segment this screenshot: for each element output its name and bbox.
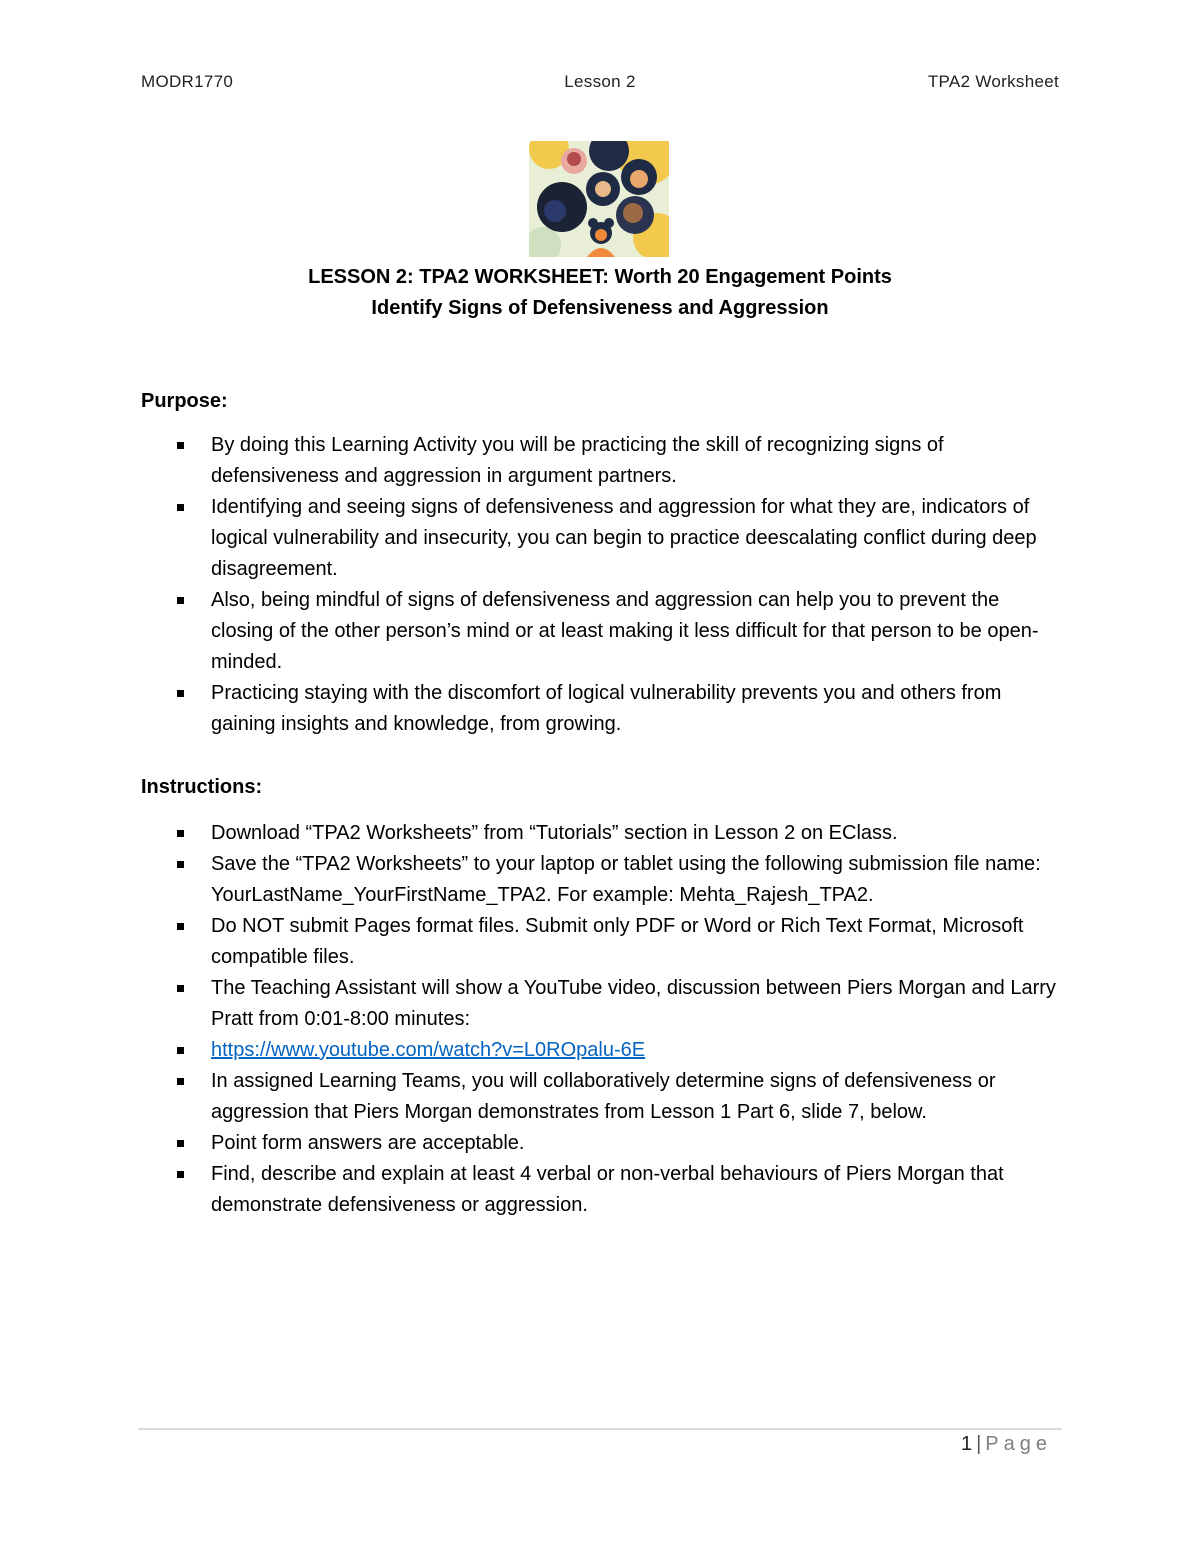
list-item-text: Also, being mindful of signs of defensiveness and aggression can help you to prevent the closing of the other person’s mind or at least making it less difficult for that person to be open-minded.: [211, 589, 1039, 673]
list-item: [141, 818, 1066, 849]
page-number: 1: [960, 1433, 973, 1455]
square-bullet-icon: [177, 442, 184, 449]
list-item: [141, 911, 1066, 973]
square-bullet-icon: [177, 985, 184, 992]
square-bullet-icon: [177, 690, 184, 697]
list-item-text: Do NOT submit Pages format files. Submit only PDF or Word or Rich Text Format, Microsoft compatible files.: [211, 915, 1024, 968]
footer-divider: [138, 1428, 1062, 1430]
list-item: [141, 1035, 1066, 1066]
course-code: MODR1770: [141, 72, 234, 91]
lesson-label: Lesson 2: [564, 72, 636, 91]
instructions-list: [141, 818, 1066, 1221]
list-item: [141, 1128, 1066, 1159]
list-item-text: In assigned Learning Teams, you will collaboratively determine signs of defensiveness or aggression that Piers Morgan demonstrates from Lesson 1 Part 6, slide 7, below.: [211, 1070, 996, 1123]
list-item: [141, 1159, 1066, 1221]
square-bullet-icon: [177, 1078, 184, 1085]
list-item-text: Point form answers are acceptable.: [211, 1132, 525, 1154]
list-item-text: By doing this Learning Activity you will be practicing the skill of recognizing signs of defensiveness and aggression in argument partners.: [211, 434, 944, 487]
list-item: [141, 430, 1066, 492]
list-item: [141, 678, 1066, 740]
square-bullet-icon: [177, 597, 184, 604]
list-item: [141, 973, 1066, 1035]
group-of-people-illustration: [529, 141, 669, 257]
list-item: [141, 492, 1066, 585]
worksheet-title: [0, 262, 1200, 324]
title-line-1: LESSON 2: TPA2 WORKSHEET: Worth 20 Engagement Points: [308, 266, 892, 288]
list-item-text: Identifying and seeing signs of defensiveness and aggression for what they are, indicators of logical vulnerability and insecurity, you can begin to practice deescalating conflict during deep disagreement.: [211, 496, 1037, 580]
square-bullet-icon: [177, 1171, 184, 1178]
square-bullet-icon: [177, 1140, 184, 1147]
list-item: [141, 849, 1066, 911]
square-bullet-icon: [177, 923, 184, 930]
list-item-text: Download “TPA2 Worksheets” from “Tutorials” section in Lesson 2 on EClass.: [211, 822, 898, 844]
square-bullet-icon: [177, 1047, 184, 1054]
youtube-video-link[interactable]: https://www.youtube.com/watch?v=L0ROpalu-6E: [211, 1039, 646, 1061]
worksheet-label: TPA2 Worksheet: [927, 72, 1059, 91]
page-footer: [961, 1433, 1052, 1456]
square-bullet-icon: [177, 861, 184, 868]
page-header: [141, 72, 1059, 98]
page-word: Page: [985, 1433, 1052, 1455]
purpose-list: [141, 430, 1066, 740]
list-item-text: Find, describe and explain at least 4 verbal or non-verbal behaviours of Piers Morgan that demonstrate defensiveness or aggression.: [211, 1163, 1004, 1216]
purpose-heading: Purpose:: [141, 390, 228, 412]
list-item-text: Practicing staying with the discomfort of logical vulnerability prevents you and others from gaining insights and knowledge, from growing.: [211, 682, 1002, 735]
list-item-text: The Teaching Assistant will show a YouTube video, discussion between Piers Morgan and Larry Pratt from 0:01-8:00 minutes:: [211, 977, 1056, 1030]
title-line-2: Identify Signs of Defensiveness and Aggression: [371, 297, 829, 319]
square-bullet-icon: [177, 830, 184, 837]
instructions-heading: Instructions:: [141, 776, 263, 798]
list-item-text: Save the “TPA2 Worksheets” to your laptop or tablet using the following submission file name: YourLastName_YourFirstName_TPA2. For example: Mehta_Rajesh_TPA2.: [211, 853, 1041, 906]
footer-separator: |: [976, 1433, 982, 1455]
list-item: [141, 1066, 1066, 1128]
list-item: [141, 585, 1066, 678]
square-bullet-icon: [177, 504, 184, 511]
